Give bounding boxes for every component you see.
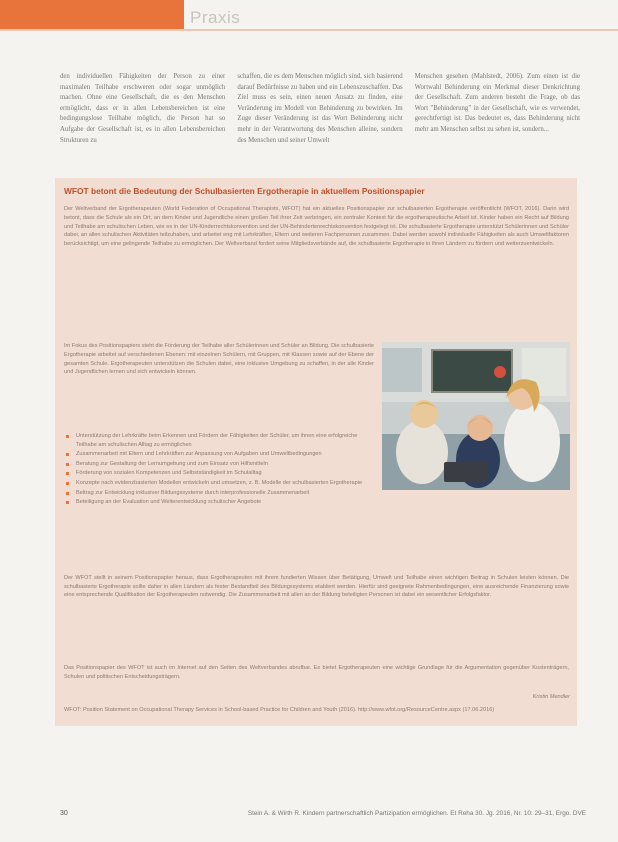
list-item: Unterstützung der Lehrkräfte beim Erkennen und Fördern der Fähigkeiten der Schüler, um ihnen eine erfolgreiche Teilhabe am schulischen Alltag zu ermöglichen	[64, 432, 376, 449]
info-box-title: WFOT betont die Bedeutung der Schulbasierten Ergotherapie in aktuellem Positionspapier	[64, 186, 425, 196]
info-box-paragraph-3: Der WFOT stellt in seinem Positionspapier heraus, dass Ergotherapeuten mit ihrem fundierten Wissen über Betätigung, Umwelt und Teilhabe einen wichtigen Beitrag in Schulen leisten können. Die schulbasierte Ergotherapie sollte daher in allen Ländern als fester Bestandteil des Bildungssystems etabliert werden. Hierfür sind geeignete Rahmenbedingungen, eine ausreichende Finanzierung sowie eine entsprechende Qualifikation der Ergotherapeuten notwendig. Die Zusammenarbeit mit allen an der Bildung beteiligten Personen ist dabei ein wesentlicher Erfolgsfaktor.	[64, 575, 569, 599]
footer-citation: Stein A. & Wirth R. Kindern partnerschaftlich Partizipation ermöglichen. Et Reha 30. Jg. 2016, Nr. 10: 29–31, Ergo. DVE	[247, 810, 586, 817]
header-rule	[0, 29, 618, 31]
article-column-2: schaffen, die es dem Menschen möglich sind, sich basierend darauf Bedürfnisse zu haben und ein Lebenszuschaffen. Das Ziel muss es sein, einen neuen Ansatz zu finden, eine Veränderung im Modell von Behinderung zu bewirken. Im Zuge dieser Veränderung ist das Wort Behinderung nicht mehr in der Verantwortung des Menschen alleine, sondern des Menschen und seiner Umwelt	[237, 73, 403, 144]
info-box-paragraph-1: Der Weltverband der Ergotherapeuten (World Federation of Occupational Therapists, WFOT) hat ein aktuelles Positionspapier zur schulbasierten Ergotherapie veröffentlicht (WFOT, 2016). Darin wird betont, dass die Schule als ein Ort, an dem Kinder und Jugendliche einen großen Teil ihrer Zeit verbringen, ein zentraler Kontext für die ergotherapeutische Arbeit ist. Kinder haben ein Recht auf Bildung und Teilhabe am schulischen Leben, wie es in der UN-Kinderrechtskonvention und der UN-Behindertenrechtskonvention festgelegt ist. Die schulbasierte Ergotherapie unterstützt Schülerinnen und Schüler dabei, an allen schulischen Aktivitäten teilzuhaben, und arbeitet eng mit Lehrkräften, Eltern und weiteren Fachpersonen zusammen. Dabei werden sowohl individuelle Fähigkeiten als auch Umweltfaktoren berücksichtigt, um eine gelingende Teilhabe zu ermöglichen. Der Weltverband fordert seine Mitgliedsverbände auf, die schulbasierte Ergotherapie in ihren Ländern zu fördern und weiterzuentwickeln.	[64, 206, 569, 248]
source-reference: WFOT: Position Statement on Occupational Therapy Services in School-based Practice for Children and Youth (2016). http://www.wfot.org/ResourceCentre.aspx (17.06.2016)	[64, 707, 495, 713]
list-item: Beratung zur Gestaltung der Lernumgebung und zum Einsatz von Hilfsmitteln	[64, 460, 376, 469]
list-item: Konzepte nach evidenzbasierten Modellen entwickeln und umsetzen, z. B. Modelle der schulbasierten Ergotherapie	[64, 479, 569, 488]
info-box-bullet-list	[64, 432, 569, 566]
info-box-paragraph-2: Im Fokus des Positionspapiers steht die Förderung der Teilhabe aller Schülerinnen und Schüler an Bildung. Die schulbasierte Ergotherapie arbeitet auf verschiedenen Ebenen: mit einzelnen Schülern, mit Gruppen, mit Klassen sowie auf der Ebene der gesamten Schule. Ergotherapeuten unterstützen die Schulen dabei, eine inklusive Umgebung zu schaffen, in der alle Kinder und Jugendlichen lernen und sich entwickeln können.	[64, 343, 374, 376]
section-tab	[0, 0, 184, 30]
section-label: Praxis	[190, 8, 241, 27]
article-column-1: den individuellen Fähigkeiten der Person zu einer maximalen Teilhabe erschweren oder sogar unmöglich machen. Ohne eine Gesellschaft, die es den Menschen ermöglicht, dass er in allen Lebensbereichen ist eine bedingungslose Teilhabe möglich, die Person hat so Aufgabe der Gesellschaft ist, es in allen Lebensbereichen Strukturen zu	[60, 73, 226, 144]
list-item: Zusammenarbeit mit Eltern und Lehrkräften zur Anpassung von Aufgaben und Umweltbedingungen	[64, 450, 376, 459]
author-signature: Kristin Mendler	[532, 694, 570, 700]
article-columns	[60, 72, 580, 160]
list-item: Förderung von sozialen Kompetenzen und Selbstständigkeit im Schulalltag	[64, 469, 376, 478]
info-box-paragraph-4: Das Positionspapier des WFOT ist auch im Internet auf den Seiten des Weltverbandes abrufbar. Es bietet Ergotherapeuten eine wichtige Grundlage für die Argumentation gegenüber Kostenträgern, Schulen und politischen Entscheidungsträgern.	[64, 665, 569, 680]
list-item: Beteiligung an der Evaluation und Weiterentwicklung schulischer Angebote	[64, 498, 569, 507]
list-item: Beitrag zur Entwicklung inklusiver Bildungssysteme durch interprofessionelle Zusammenarbeit	[64, 489, 569, 498]
page-number: 30	[60, 810, 68, 817]
article-column-3: Menschen gesehen (Mahlstedt, 2006). Zum einen ist die Wortwahl Behinderung ein Merkmal dieser Denkrichtung der Gesellschaft. Zum anderen besteht die Frage, ob das Wort "Behinderung" in der Gesellschaft, wie es verwendet, gerechtfertigt ist. Das bedeutet es, dass Behinderung nicht mehr am Menschen selbst zu sehen ist, sondern...	[414, 73, 580, 133]
